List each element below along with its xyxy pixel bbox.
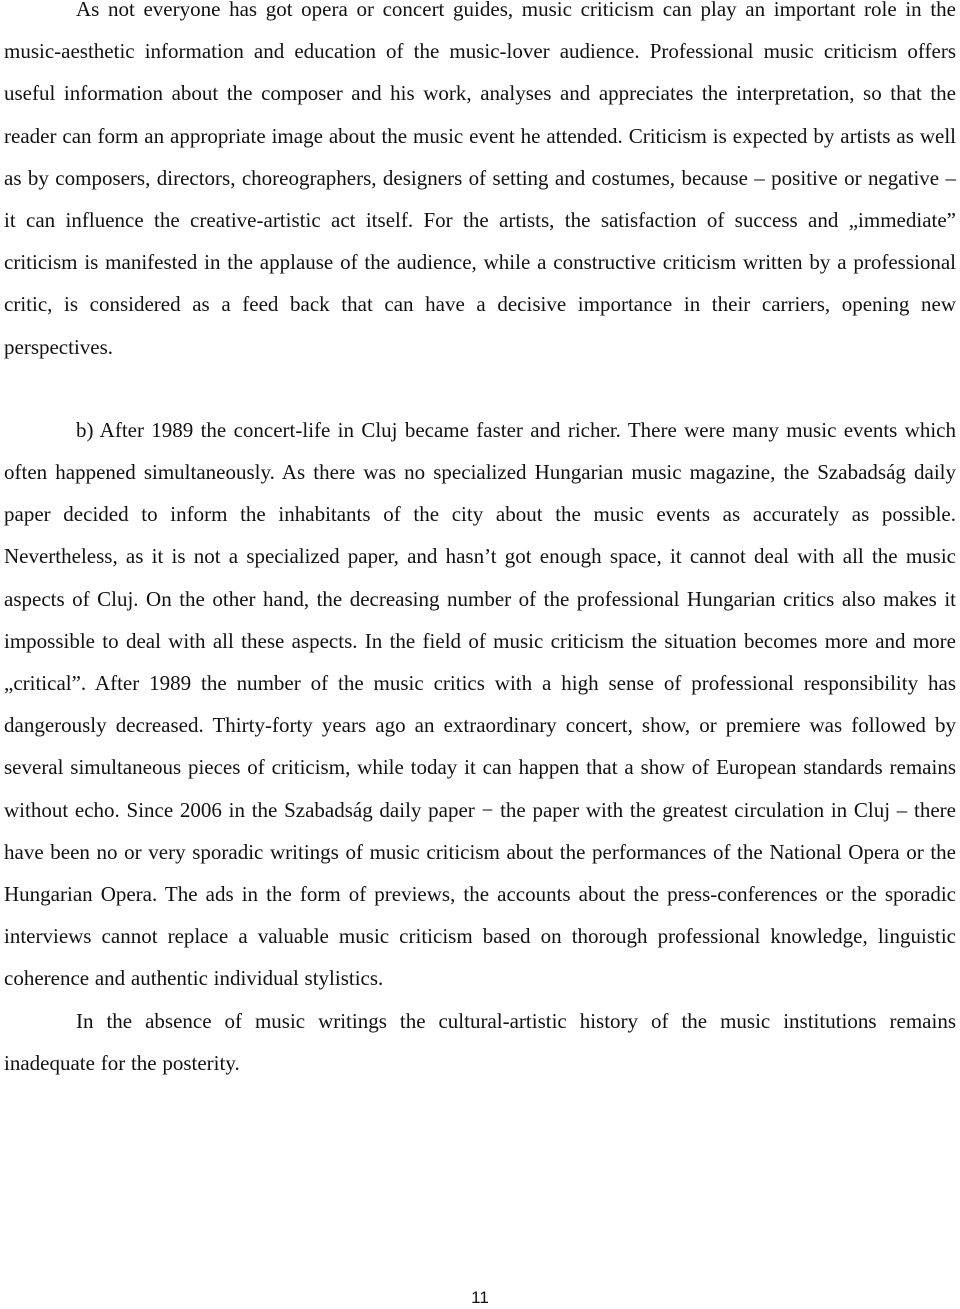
page-number: 11 xyxy=(471,1288,489,1307)
paragraph-concert-life-after-1989: b) After 1989 the concert-life in Cluj became faster and richer. There were many music events which often happened simultaneously. As there was no specialized Hungarian music magazine, the Szabadság daily paper decided to inform the inhabitants of the city about the music events as accurately as possible. Nevertheless, as it is not a specialized paper, and hasn’t got enough space, it cannot deal with all the music aspects of Cluj. On the other hand, the decreasing number of the professional Hungarian critics also makes it impossible to deal with all these aspects. In the field of music criticism the situation becomes more and more „critical”. After 1989 the number of the music critics with a high sense of professional responsibility has dangerously decreased. Thirty-forty years ago an extraordinary concert, show, or premiere was followed by several simultaneous pieces of criticism, while today it can happen that a show of European standards remains without echo. Since 2006 in the Szabadság daily paper − the paper with the greatest circulation in Cluj – there have been no or very sporadic writings of music criticism about the performances of the National Opera or the Hungarian Opera. The ads in the form of previews, the accounts about the press-conferences or the sporadic interviews cannot replace a valuable music criticism based on thorough professional knowledge, linguistic coherence and authentic individual stylistics. xyxy=(4,417,956,991)
paragraph-absence-of-music-writings: In the absence of music writings the cultural-artistic history of the music institutions remains inadequate for the posterity. xyxy=(4,1008,956,1075)
document-page xyxy=(4,0,956,1084)
paragraph-music-criticism-role: As not everyone has got opera or concert guides, music criticism can play an important role in the music-aesthetic information and education of the music-lover audience. Professional music criticism offers useful information about the composer and his work, analyses and appreciates the interpretation, so that the reader can form an appropriate image about the music event he attended. Criticism is expected by artists as well as by composers, directors, choreographers, designers of setting and costumes, because – positive or negative – it can influence the creative-artistic act itself. For the artists, the satisfaction of success and „immediate” criticism is manifested in the applause of the audience, while a constructive criticism written by a professional critic, is considered as a feed back that can have a decisive importance in their carriers, opening new perspectives. xyxy=(4,0,956,359)
